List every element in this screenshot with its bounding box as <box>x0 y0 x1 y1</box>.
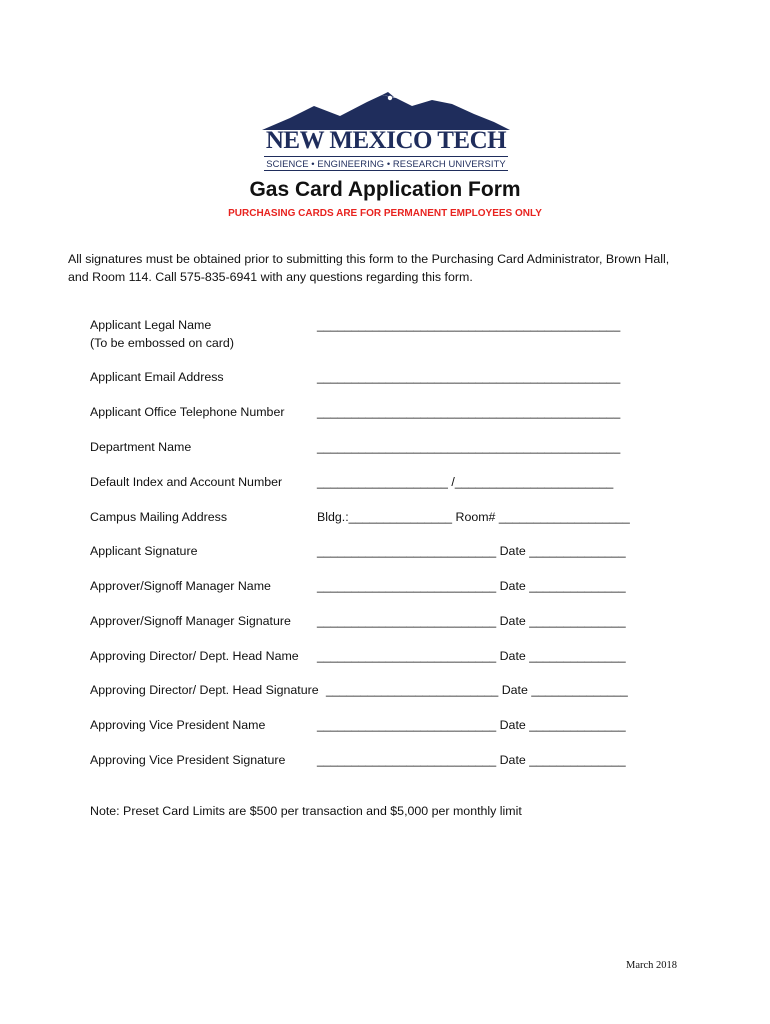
logo-name: NEW MEXICO TECH <box>265 127 507 154</box>
field-label: Approving Director/ Dept. Head Name <box>90 649 299 663</box>
blank-line[interactable]: __________________________ Date ______________ <box>317 614 626 628</box>
blank-line[interactable]: __________________________ Date ______________ <box>317 753 626 767</box>
blank-line[interactable]: ____________________________________________ <box>317 440 621 454</box>
field-label: Approving Director/ Dept. Head Signature <box>90 683 319 697</box>
blank-line[interactable]: _________________________ Date ______________ <box>326 683 628 697</box>
blank-line[interactable]: __________________________ Date ______________ <box>317 544 626 558</box>
field-label: Approver/Signoff Manager Name <box>90 579 271 593</box>
field-label: Applicant Email Address <box>90 370 224 384</box>
instructions-paragraph: All signatures must be obtained prior to submitting this form to the Purchasing Card Administrator, Brown Hall, and Room 114. Call 575-835-6941 with any questions regarding this form. <box>68 252 670 284</box>
logo-tagline: SCIENCE • ENGINEERING • RESEARCH UNIVERSITY <box>266 158 506 169</box>
field-row <box>90 753 690 771</box>
field-row <box>90 649 690 667</box>
field-row <box>90 579 690 597</box>
field-label: Approving Vice President Signature <box>90 753 286 767</box>
blank-line[interactable]: __________________________ Date ______________ <box>317 718 626 732</box>
field-row <box>90 510 690 528</box>
university-logo <box>262 92 510 174</box>
logo-rule <box>264 156 508 157</box>
revision-date: March 2018 <box>626 960 678 971</box>
blank-line[interactable]: ____________________________________________ <box>317 318 621 332</box>
field-row <box>90 318 690 336</box>
blank-line[interactable]: Bldg.:_______________ Room# ___________________ <box>317 510 630 524</box>
eligibility-notice: PURCHASING CARDS ARE FOR PERMANENT EMPLOYEES ONLY <box>228 208 542 219</box>
field-label: Applicant Signature <box>90 544 198 558</box>
blank-line[interactable]: ____________________________________________ <box>317 405 621 419</box>
field-label: Applicant Legal Name <box>90 318 212 332</box>
field-row <box>90 440 690 458</box>
card-limits-note: Note: Preset Card Limits are $500 per transaction and $5,000 per monthly limit <box>90 804 522 818</box>
field-row <box>90 614 690 632</box>
field-row <box>90 544 690 562</box>
field-row <box>90 683 690 701</box>
field-label: Approving Vice President Name <box>90 718 266 732</box>
field-label: Campus Mailing Address <box>90 510 228 524</box>
field-label: Department Name <box>90 440 192 454</box>
field-row <box>90 475 690 493</box>
mountain-icon <box>262 92 510 132</box>
blank-line[interactable]: ____________________________________________ <box>317 370 621 384</box>
blank-line[interactable]: ___________________ /_______________________ <box>317 475 614 489</box>
blank-line[interactable]: __________________________ Date ______________ <box>317 649 626 663</box>
form-title: Gas Card Application Form <box>249 178 521 201</box>
blank-line[interactable]: __________________________ Date ______________ <box>317 579 626 593</box>
field-row <box>90 405 690 423</box>
field-row <box>90 370 690 388</box>
field-label: Default Index and Account Number <box>90 475 283 489</box>
logo-rule-bottom <box>264 170 508 171</box>
field-label: Approver/Signoff Manager Signature <box>90 614 291 628</box>
field-sublabel: (To be embossed on card) <box>90 336 234 350</box>
field-label: Applicant Office Telephone Number <box>90 405 285 419</box>
field-row <box>90 718 690 736</box>
